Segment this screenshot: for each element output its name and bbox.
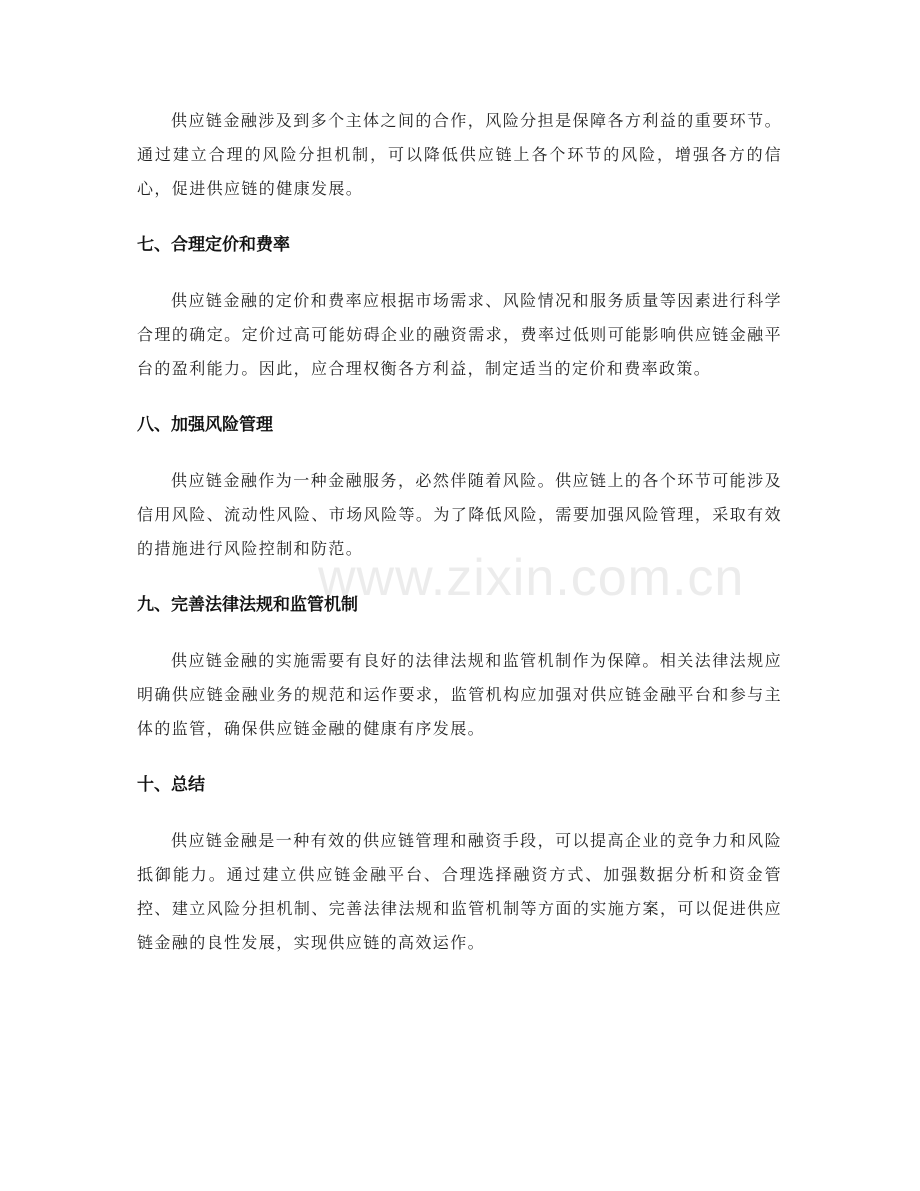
section-heading-8: 八、加强风险管理 xyxy=(137,415,273,435)
section-paragraph-10: 供应链金融是一种有效的供应链管理和融资手段，可以提高企业的竞争力和风险抵御能力。通过建立供应链金融平台、合理选择融资方式、加强数据分析和资金管控、建立风险分担机制、完善法律法规和监管机制等方面的实施方案，可以促进供应链金融的良性发展，实现供应链的高效运作。 xyxy=(137,831,782,952)
spacer xyxy=(137,746,782,768)
spacer xyxy=(137,622,782,644)
spacer xyxy=(137,206,782,228)
spacer xyxy=(137,262,782,284)
section-heading-9: 九、完善法律法规和监管机制 xyxy=(137,595,358,615)
section-heading-10: 十、总结 xyxy=(137,775,205,795)
spacer xyxy=(137,442,782,464)
intro-paragraph: 供应链金融涉及到多个主体之间的合作，风险分担是保障各方利益的重要环节。通过建立合理的风险分担机制，可以降低供应链上各个环节的风险，增强各方的信心，促进供应链的健康发展。 xyxy=(137,111,782,198)
spacer xyxy=(137,566,782,588)
spacer xyxy=(137,802,782,824)
section-heading-7: 七、合理定价和费率 xyxy=(137,235,290,255)
document-body xyxy=(137,104,782,960)
section-paragraph-9: 供应链金融的实施需要有良好的法律法规和监管机制作为保障。相关法律法规应明确供应链金融业务的规范和运作要求，监管机构应加强对供应链金融平台和参与主体的监管，确保供应链金融的健康有序发展。 xyxy=(137,651,782,738)
spacer xyxy=(137,386,782,408)
watermark: www.zixin.com.cn xyxy=(318,549,745,607)
section-paragraph-7: 供应链金融的定价和费率应根据市场需求、风险情况和服务质量等因素进行科学合理的确定。定价过高可能妨碍企业的融资需求，费率过低则可能影响供应链金融平台的盈利能力。因此，应合理权衡各方利益，制定适当的定价和费率政策。 xyxy=(137,291,782,378)
section-paragraph-8: 供应链金融作为一种金融服务，必然伴随着风险。供应链上的各个环节可能涉及信用风险、流动性风险、市场风险等。为了降低风险，需要加强风险管理，采取有效的措施进行风险控制和防范。 xyxy=(137,471,782,558)
